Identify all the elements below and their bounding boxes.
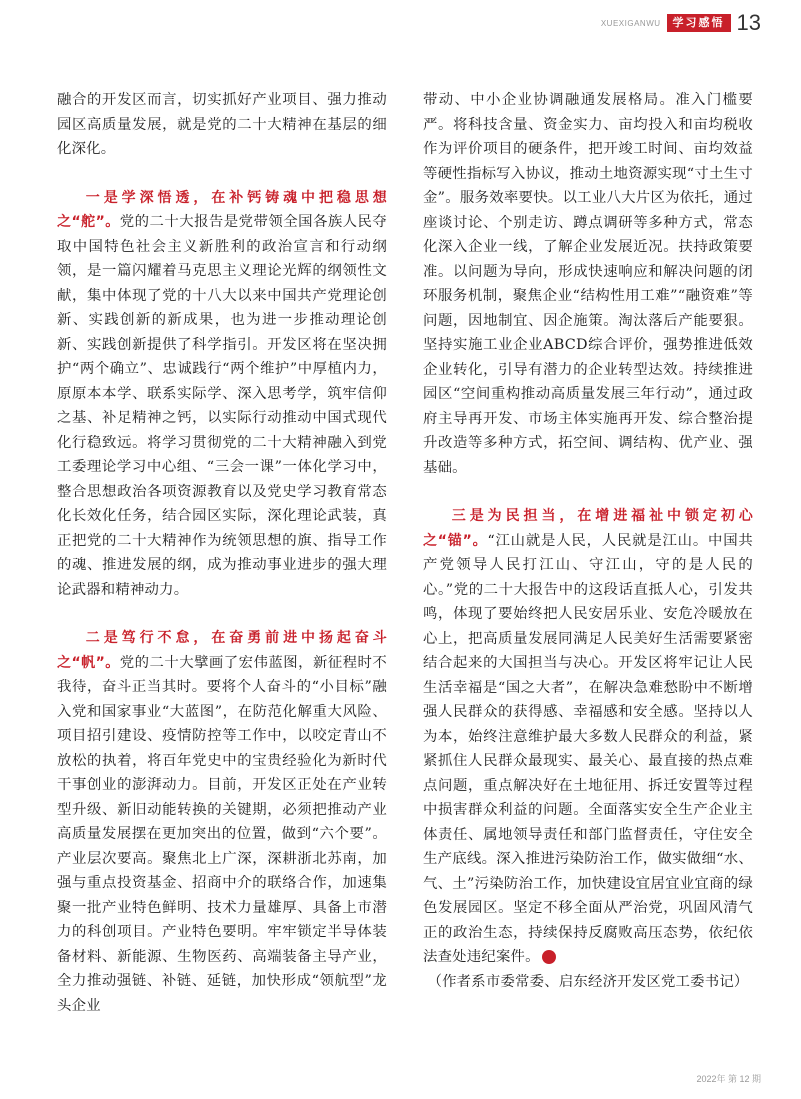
point-one-heading: 一是学深悟透，在补钙铸魂中把稳思想之“舵”。 <box>57 189 387 230</box>
paragraph-point-one <box>57 186 387 603</box>
paragraph-point-two-continued: 带动、中小企业协调融通发展格局。准入门槛要严。将科技含量、资金实力、亩均投入和亩均税收作为评价项目的硬条件，把开竣工时间、亩均效益等硬性指标写入协议，推动土地资源实现“寸土生寸金”。服务效率要快。以工业八大片区为依托，通过座谈讨论、个别走访、蹲点调研等多种方式，常态化深入企业一线，了解企业发展近况。扶持政策要准。以问题为导向，形成快速响应和解决问题的闭环服务机制，聚焦企业“结构性用工难”“融资难”等问题，因地制宜、因企施策。淘汰落后产能要狠。坚持实施工业企业ABCD综合评价，强势推进低效企业转化，引导有潜力的企业转型达效。持续推进园区“空间重构推动高质量发展三年行动”，通过政府主导再开发、市场主体实施再开发、综合整治提升改造等多种方式，拓空间、调结构、优产业、强基础。 <box>423 92 753 476</box>
right-column <box>423 88 753 994</box>
point-three-heading: 三是为民担当，在增进福祉中锁定初心之“锚”。 <box>423 508 753 549</box>
issue-footer: 2022年 第 12 期 <box>696 1074 761 1084</box>
page-number: 13 <box>736 10 761 35</box>
author-note: （作者系市委常委、启东经济开发区党工委书记） <box>427 973 749 990</box>
paragraph-intro-continued: 融合的开发区而言，切实抓好产业项目、强力推动园区高质量发展，就是党的二十大精神在基层的细化深化。 <box>57 92 387 157</box>
point-two-heading: 二是笃行不怠，在奋勇前进中扬起奋斗之“帆”。 <box>57 630 387 671</box>
point-two-body: 党的二十大擘画了宏伟蓝图，新征程时不我待，奋斗正当其时。要将个人奋斗的“小目标”融入党和国家事业“大蓝图”，在防范化解重大风险、项目招引建设、疫情防控等工作中，以咬定青山不放松的执着，将百年党史中的宝贵经验化为新时代干事创业的澎湃动力。目前，开发区正处在产业转型升级、新旧动能转换的关键期，必须把推动产业高质量发展摆在更加突出的位置，做到“六个要”。产业层次要高。聚焦北上广深，深耕浙北苏南，加强与重点投资基金、招商中介的联络合作，加速集聚一批产业特色鲜明、技术力量雄厚、具备上市潜力的科创项目。产业特色要明。牢牢锁定半导体装备材料、新能源、生物医药、高端装备主导产业，全力推动强链、补链、延链，加快形成“领航型”龙头企业 <box>57 654 387 1014</box>
point-one-body: 党的二十大报告是党带领全国各族人民夺取中国特色社会主义新胜利的政治宣言和行动纲领，是一篇闪耀着马克思主义理论光辉的纲领性文献，集中体现了党的十八大以来中国共产党理论创新、实践创新的新成果，也为进一步推动理论创新、实践创新提供了科学指引。开发区将在坚决拥护“两个确立”、忠诚践行“两个维护”中厚植内力，原原本本学、联系实际学、深入思考学，筑牢信仰之基、补足精神之钙，以实际行动推动中国式现代化行稳致远。将学习贯彻党的二十大精神融入到党工委理论学习中心组、“三会一课”一体化学习中，整合思想政治各项资源教育以及党史学习教育常态化长效化任务，结合园区实际，深化理论武装，真正把党的二十大精神作为统领思想的旗、指导工作的魂、推进发展的纲，成为推动事业进步的强大理论武器和精神动力。 <box>57 214 387 598</box>
paragraph-point-three <box>423 504 753 970</box>
page-header <box>601 8 761 38</box>
end-mark-icon: 运 <box>542 950 556 964</box>
section-tag: 学习感悟 <box>667 14 731 32</box>
point-three-body: “江山就是人民，人民就是江山。中国共产党领导人民打江山、守江山，守的是人民的心。”党的二十大报告中的这段话直抵人心，引发共鸣，体现了要始终把人民安居乐业、安危冷暖放在心上，把高质量发展同满足人民美好生活需要紧密结合起来的大国担当与决心。开发区将牢记让人民生活幸福是“国之大者”，在解决急难愁盼中不断增强人民群众的获得感、幸福感和安全感。坚持以人为本，始终注意维护最大多数人民群众的利益，紧紧抓住人民群众最现实、最关心、最直接的热点难点问题，重点解决好在土地征用、拆迁安置等过程中损害群众利益的问题。全面落实安全生产企业主体责任、属地领导责任和部门监督责任，守住安全生产底线。深入推进污染防治工作，做实做细“水、气、土”污染防治工作，加快建设宜居宜业宜商的绿色发展园区。坚定不移全面从严治党，巩固风清气正的政治生态，持续保持反腐败高压态势，依纪依法查处违纪案件。 <box>423 532 753 965</box>
paragraph-point-two <box>57 626 387 1018</box>
left-column <box>57 88 387 1018</box>
section-pinyin: XUEXIGANWU <box>600 18 661 28</box>
